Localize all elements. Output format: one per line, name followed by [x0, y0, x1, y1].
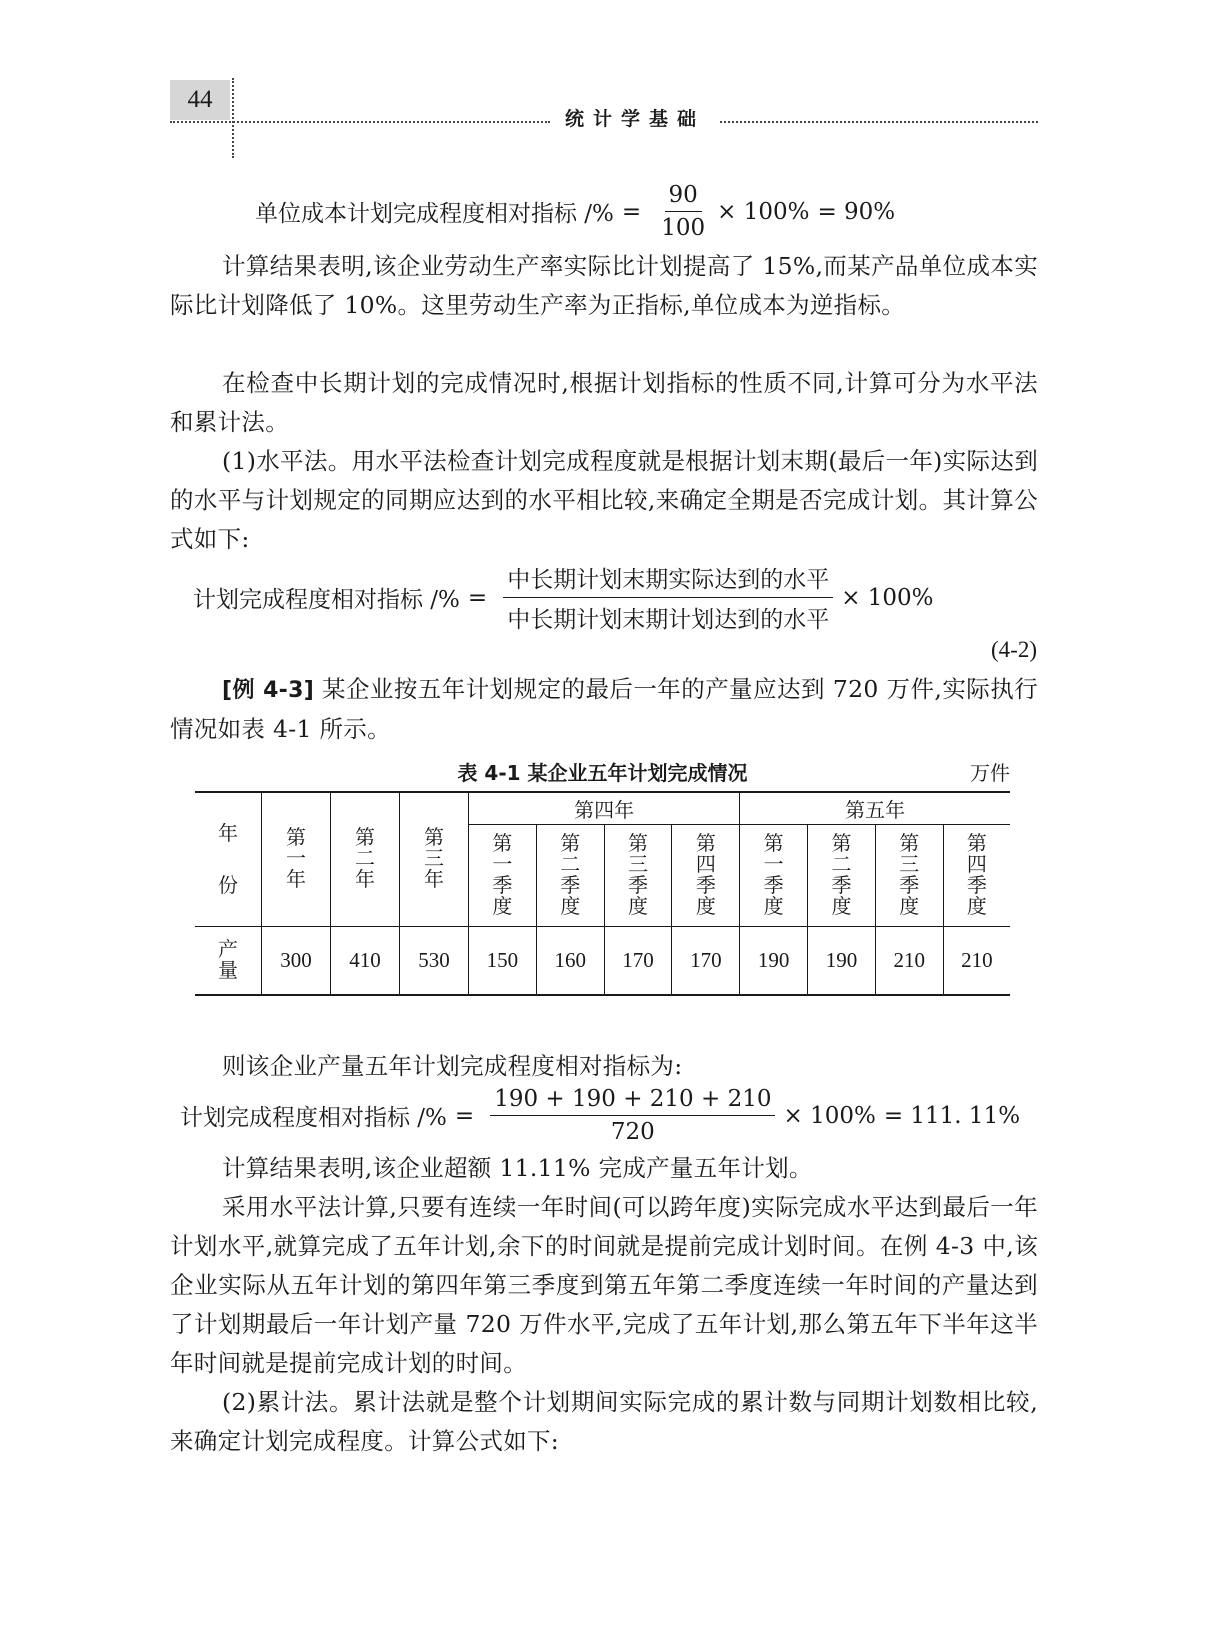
formula-result-calculation: [180, 1086, 1028, 1145]
value-cell: 530: [400, 926, 469, 995]
header-rule-right: [720, 121, 1038, 123]
equals-sign: =: [467, 584, 488, 611]
denominator: 100: [661, 215, 706, 241]
value-cell: 170: [672, 926, 740, 995]
header-cell-y5q2: 第二季度: [808, 824, 876, 926]
header-cell-y5q4: 第四季度: [943, 824, 1010, 926]
value-cell: 190: [740, 926, 808, 995]
plan-completion-table: [195, 791, 1010, 996]
header-cell-year1: 第一年: [262, 792, 331, 926]
row-label-output: 产量: [195, 926, 262, 995]
paragraph-result-explanation: 计算结果表明,该企业劳动生产率实际比计划提高了 15%,而某产品单位成本实际比计划降低了 10%。这里劳动生产率为正指标,单位成本为逆指标。: [170, 252, 1038, 319]
formula-result: = 111. 11%: [883, 1102, 1021, 1129]
value-cell: 210: [875, 926, 943, 995]
header-cell-y5q1: 第一季度: [740, 824, 808, 926]
header-cell-year5: 第五年: [740, 792, 1010, 824]
fraction: [503, 561, 833, 634]
table-row: [195, 926, 1010, 995]
paragraph-result-intro: 则该企业产量五年计划完成程度相对指标为:: [222, 1052, 683, 1080]
header-cell-y4q4: 第四季度: [672, 824, 740, 926]
header-cell-year: 年份: [195, 792, 262, 926]
value-cell: 160: [536, 926, 604, 995]
numerator: 中长期计划末期实际达到的水平: [503, 561, 833, 598]
times-factor: × 100%: [717, 198, 810, 225]
denominator: 中长期计划末期计划达到的水平: [507, 607, 830, 633]
header-cell-y5q3: 第三季度: [875, 824, 943, 926]
formula-result: = 90%: [817, 198, 896, 225]
fraction: [490, 1086, 775, 1145]
header-rule-left: [170, 121, 550, 123]
value-cell: 150: [469, 926, 537, 995]
book-title: 统计学基础: [564, 108, 705, 130]
example-label: [例 4-3]: [222, 678, 315, 703]
times-factor: × 100%: [783, 1102, 876, 1129]
value-cell: 410: [331, 926, 400, 995]
value-cell: 300: [262, 926, 331, 995]
equation-number: (4-2): [991, 637, 1037, 662]
paragraph-cumulative-method: (2)累计法。累计法就是整个计划期间实际完成的累计数与同期计划数相比较,来确定计划完成程度。计算公式如下:: [170, 1388, 1038, 1455]
header-cell-year4: 第四年: [469, 792, 740, 824]
table-title: 表 4-1 某企业五年计划完成情况: [457, 761, 748, 785]
formula-lhs: 单位成本计划完成程度相对指标 /%: [255, 201, 614, 227]
header-cell-year3: 第三年: [400, 792, 469, 926]
formula-level-method: [193, 561, 934, 634]
value-cell: 210: [943, 926, 1010, 995]
equals-sign: =: [621, 198, 642, 225]
header-cell-year2: 第二年: [331, 792, 400, 926]
paragraph-example: [170, 670, 1038, 749]
equals-sign: =: [454, 1102, 475, 1129]
formula-unit-cost: [255, 182, 903, 241]
header-cell-y4q3: 第三季度: [604, 824, 672, 926]
header-cell-y4q1: 第一季度: [469, 824, 537, 926]
header-vertical-rule: [232, 78, 234, 158]
value-cell: 190: [808, 926, 876, 995]
table-unit: 万件: [970, 761, 1010, 785]
value-cell: 170: [604, 926, 672, 995]
paragraph-level-method-explanation: 采用水平法计算,只要有连续一年时间(可以跨年度)实际完成水平达到最后一年计划水平,就算完成了五年计划,余下的时间就是提前完成计划时间。在例 4-3 中,该企业实际从五年计划的第四年第三季度到第五年第二季度连续一年时间的产量达到了计划期最后一年计划产量 720 万件水平,完成了五年计划,那么第五年下半年这半年时间就是提前完成计划的时间。: [170, 1193, 1038, 1377]
paragraph-long-term-plan: 在检查中长期计划的完成情况时,根据计划指标的性质不同,计算可分为水平法和累计法。: [170, 369, 1038, 436]
example-text: 某企业按五年计划规定的最后一年的产量应达到 720 万件,实际执行情况如表 4-1 所示。: [170, 675, 1038, 743]
paragraph-level-method: (1)水平法。用水平法检查计划完成程度就是根据计划末期(最后一年)实际达到的水平与计划规定的同期应达到的水平相比较,来确定全期是否完成计划。其计算公式如下:: [170, 447, 1038, 553]
formula-lhs: 计划完成程度相对指标 /%: [193, 587, 460, 613]
page-number: 44: [170, 80, 230, 120]
numerator: 90: [665, 182, 702, 212]
header-cell-y4q2: 第二季度: [536, 824, 604, 926]
formula-lhs: 计划完成程度相对指标 /%: [180, 1105, 447, 1131]
fraction: [657, 182, 709, 241]
times-factor: × 100%: [841, 584, 934, 611]
denominator: 720: [610, 1119, 655, 1145]
paragraph-exceed-result: 计算结果表明,该企业超额 11.11% 完成产量五年计划。: [222, 1154, 813, 1182]
numerator: 190 + 190 + 210 + 210: [490, 1086, 775, 1116]
